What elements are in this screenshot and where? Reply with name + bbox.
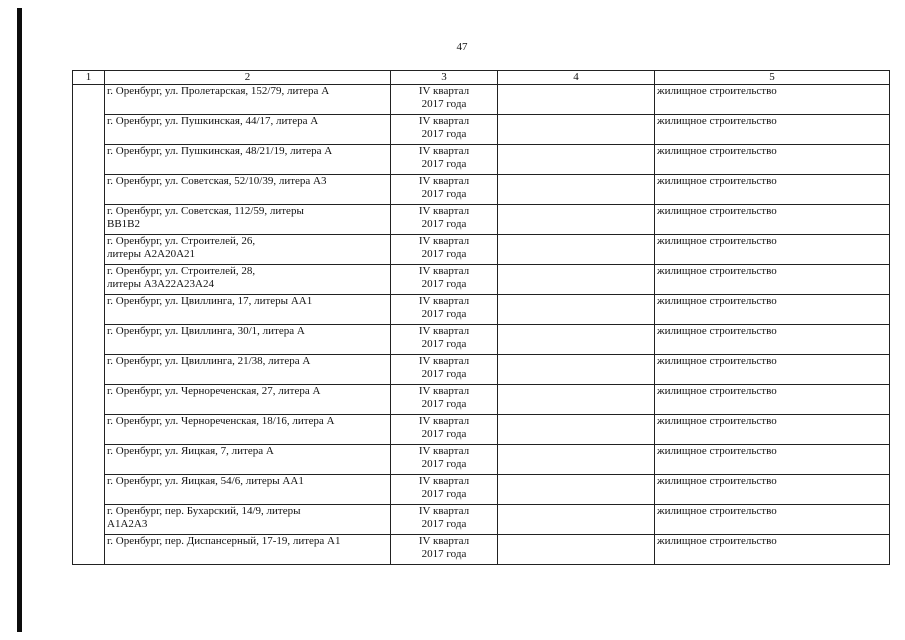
period-line: 2017 года — [421, 338, 467, 350]
period-line: 2017 года — [421, 98, 467, 110]
purpose-cell: жилищное строительство — [655, 535, 890, 565]
col4-cell — [498, 475, 655, 505]
table-row — [73, 385, 890, 415]
col4-cell — [498, 295, 655, 325]
table-header-row — [73, 71, 890, 85]
address-cell — [105, 85, 391, 115]
col4-cell — [498, 85, 655, 115]
purpose-cell: жилищное строительство — [655, 115, 890, 145]
address-line: г. Оренбург, ул. Строителей, 28, — [107, 265, 256, 277]
period-line: IV квартал — [418, 205, 470, 217]
purpose-cell: жилищное строительство — [655, 505, 890, 535]
col4-cell — [498, 205, 655, 235]
period-cell — [391, 115, 498, 145]
table-row — [73, 205, 890, 235]
period-line: 2017 года — [421, 128, 467, 140]
table-row — [73, 535, 890, 565]
purpose-cell: жилищное строительство — [655, 385, 890, 415]
period-line: 2017 года — [421, 368, 467, 380]
property-table — [72, 70, 890, 565]
table-row — [73, 475, 890, 505]
period-line: 2017 года — [421, 518, 467, 530]
address-cell — [105, 415, 391, 445]
address-line: г. Оренбург, ул. Цвиллинга, 30/1, литера А — [107, 325, 305, 337]
period-cell — [391, 295, 498, 325]
period-cell — [391, 145, 498, 175]
purpose-cell: жилищное строительство — [655, 445, 890, 475]
col4-cell — [498, 175, 655, 205]
period-cell — [391, 385, 498, 415]
period-line: IV квартал — [418, 115, 470, 127]
address-cell — [105, 145, 391, 175]
period-line: 2017 года — [421, 488, 467, 500]
address-cell — [105, 535, 391, 565]
purpose-cell: жилищное строительство — [655, 145, 890, 175]
period-line: 2017 года — [421, 308, 467, 320]
period-cell — [391, 325, 498, 355]
header-col-2: 2 — [105, 71, 391, 85]
header-col-4: 4 — [498, 71, 655, 85]
address-cell — [105, 475, 391, 505]
purpose-cell: жилищное строительство — [655, 415, 890, 445]
table-row — [73, 355, 890, 385]
period-line: IV квартал — [418, 265, 470, 277]
period-line: IV квартал — [418, 175, 470, 187]
purpose-cell: жилищное строительство — [655, 175, 890, 205]
table-row — [73, 415, 890, 445]
address-line: г. Оренбург, ул. Цвиллинга, 17, литеры АА1 — [107, 295, 313, 307]
period-line: 2017 года — [421, 248, 467, 260]
address-line: г. Оренбург, пер. Диспансерный, 17-19, литера А1 — [107, 535, 341, 547]
address-cell — [105, 235, 391, 265]
address-line: г. Оренбург, ул. Яицкая, 7, литера А — [107, 445, 274, 457]
purpose-cell: жилищное строительство — [655, 235, 890, 265]
table-row — [73, 85, 890, 115]
col4-cell — [498, 265, 655, 295]
table-row — [73, 505, 890, 535]
period-line: 2017 года — [421, 428, 467, 440]
period-cell — [391, 535, 498, 565]
col4-cell — [498, 325, 655, 355]
merged-number-cell — [73, 85, 105, 565]
col4-cell — [498, 535, 655, 565]
purpose-cell: жилищное строительство — [655, 295, 890, 325]
period-cell — [391, 415, 498, 445]
table-row — [73, 445, 890, 475]
period-line: IV квартал — [418, 295, 470, 307]
address-line: г. Оренбург, ул. Пушкинская, 44/17, литера А — [107, 115, 319, 127]
address-line: г. Оренбург, ул. Чернореченская, 18/16, литера А — [107, 415, 335, 427]
table-row — [73, 175, 890, 205]
col4-cell — [498, 235, 655, 265]
address-line: литеры А2А20А21 — [107, 248, 196, 260]
address-line: г. Оренбург, ул. Советская, 52/10/39, литера А3 — [107, 175, 327, 187]
period-line: 2017 года — [421, 548, 467, 560]
period-line: IV квартал — [418, 475, 470, 487]
period-cell — [391, 445, 498, 475]
header-col-5: 5 — [655, 71, 890, 85]
period-line: IV квартал — [418, 145, 470, 157]
period-cell — [391, 205, 498, 235]
purpose-cell: жилищное строительство — [655, 475, 890, 505]
address-line: г. Оренбург, ул. Яицкая, 54/6, литеры АА1 — [107, 475, 304, 487]
period-line: IV квартал — [418, 355, 470, 367]
address-cell — [105, 505, 391, 535]
purpose-cell: жилищное строительство — [655, 85, 890, 115]
col4-cell — [498, 145, 655, 175]
period-cell — [391, 235, 498, 265]
table-row — [73, 325, 890, 355]
table-row — [73, 115, 890, 145]
address-cell — [105, 115, 391, 145]
period-line: 2017 года — [421, 218, 467, 230]
period-line: 2017 года — [421, 458, 467, 470]
page-number: 47 — [456, 41, 468, 53]
address-line: литеры А3А22А23А24 — [107, 278, 214, 290]
table-row — [73, 295, 890, 325]
table-row — [73, 145, 890, 175]
address-cell — [105, 175, 391, 205]
period-cell — [391, 475, 498, 505]
purpose-cell: жилищное строительство — [655, 355, 890, 385]
period-cell — [391, 355, 498, 385]
address-cell — [105, 295, 391, 325]
table-row — [73, 265, 890, 295]
period-cell — [391, 175, 498, 205]
period-line: IV квартал — [418, 325, 470, 337]
period-line: IV квартал — [418, 235, 470, 247]
period-line: 2017 года — [421, 278, 467, 290]
address-cell — [105, 205, 391, 235]
binding-bar — [17, 8, 22, 632]
address-line: г. Оренбург, ул. Пролетарская, 152/79, литера А — [107, 85, 330, 97]
period-line: IV квартал — [418, 85, 470, 97]
period-line: 2017 года — [421, 158, 467, 170]
period-line: IV квартал — [418, 415, 470, 427]
col4-cell — [498, 115, 655, 145]
period-line: IV квартал — [418, 535, 470, 547]
address-cell — [105, 355, 391, 385]
table-row — [73, 235, 890, 265]
period-line: IV квартал — [418, 385, 470, 397]
address-cell — [105, 265, 391, 295]
address-cell — [105, 445, 391, 475]
purpose-cell: жилищное строительство — [655, 205, 890, 235]
period-line: IV квартал — [418, 445, 470, 457]
address-line: А1А2А3 — [107, 518, 148, 530]
address-line: г. Оренбург, ул. Строителей, 26, — [107, 235, 256, 247]
address-line: г. Оренбург, ул. Пушкинская, 48/21/19, литера А — [107, 145, 333, 157]
period-line: IV квартал — [418, 505, 470, 517]
address-line: г. Оренбург, ул. Цвиллинга, 21/38, литера А — [107, 355, 311, 367]
col4-cell — [498, 505, 655, 535]
address-line: ВВ1В2 — [107, 218, 141, 230]
purpose-cell: жилищное строительство — [655, 265, 890, 295]
period-cell — [391, 505, 498, 535]
header-col-1: 1 — [73, 71, 105, 85]
period-line: 2017 года — [421, 398, 467, 410]
address-cell — [105, 385, 391, 415]
header-col-3: 3 — [391, 71, 498, 85]
purpose-cell: жилищное строительство — [655, 325, 890, 355]
period-cell — [391, 265, 498, 295]
address-cell — [105, 325, 391, 355]
period-cell — [391, 85, 498, 115]
address-line: г. Оренбург, ул. Чернореченская, 27, литера А — [107, 385, 321, 397]
col4-cell — [498, 415, 655, 445]
address-line: г. Оренбург, пер. Бухарский, 14/9, литеры — [107, 505, 301, 517]
col4-cell — [498, 445, 655, 475]
col4-cell — [498, 385, 655, 415]
col4-cell — [498, 355, 655, 385]
address-line: г. Оренбург, ул. Советская, 112/59, литеры — [107, 205, 304, 217]
period-line: 2017 года — [421, 188, 467, 200]
